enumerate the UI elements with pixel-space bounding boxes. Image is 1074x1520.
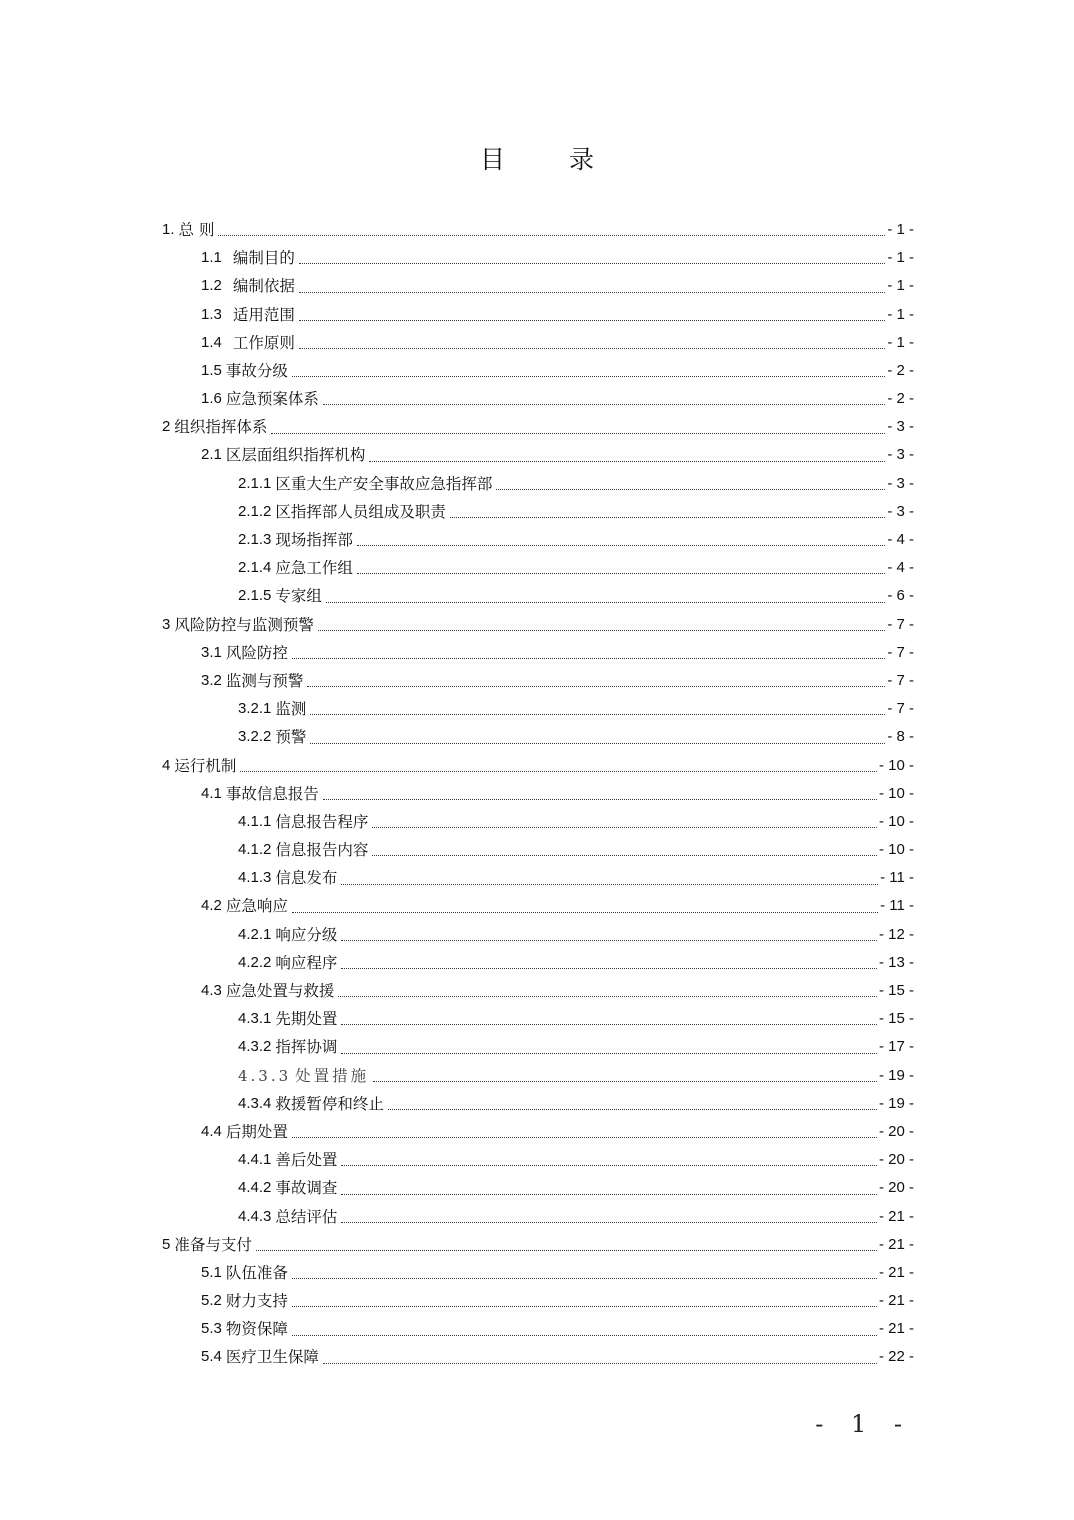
toc-dot-leader xyxy=(357,572,885,574)
toc-dot-leader xyxy=(341,1023,877,1025)
toc-entry-page: - 17 - xyxy=(878,1038,914,1056)
toc-dot-leader xyxy=(450,516,885,518)
toc-entry-title: 事故信息报告 xyxy=(225,784,319,803)
toc-entry-page: - 6 - xyxy=(887,587,914,605)
toc-entry[interactable] xyxy=(162,301,914,329)
toc-entry-page: - 1 - xyxy=(887,220,914,238)
toc-entry-page: - 3 - xyxy=(887,474,914,492)
toc-entry-title: 风险防控 xyxy=(225,643,288,662)
toc-entry[interactable] xyxy=(162,1203,914,1231)
toc-entry-title: 监测与预警 xyxy=(225,671,304,690)
toc-dot-leader xyxy=(369,460,885,462)
toc-entry[interactable] xyxy=(162,667,914,695)
toc-entry-page: - 20 - xyxy=(878,1122,914,1140)
toc-entry[interactable] xyxy=(162,1146,914,1174)
toc-entry[interactable] xyxy=(162,836,914,864)
toc-entry-number: 4.2.1 xyxy=(238,925,272,943)
toc-entry-number: 5.1 xyxy=(201,1263,222,1281)
toc-entry-title: 响应程序 xyxy=(275,953,338,972)
toc-entry[interactable] xyxy=(162,1062,914,1090)
toc-entry-number: 4.4.3 xyxy=(238,1207,272,1225)
toc-dot-leader xyxy=(310,742,885,744)
toc-dot-leader xyxy=(323,1362,877,1364)
toc-entry-title: 区重大生产安全事故应急指挥部 xyxy=(275,474,493,493)
toc-entry-page: - 7 - xyxy=(887,671,914,689)
toc-entry-page: - 7 - xyxy=(887,615,914,633)
toc-dot-leader xyxy=(292,1136,877,1138)
toc-entry[interactable] xyxy=(162,442,914,470)
toc-dot-leader xyxy=(292,1305,877,1307)
toc-entry-title: 信息报告内容 xyxy=(275,841,369,860)
toc-entry-number: 4.4.1 xyxy=(238,1151,272,1169)
toc-entry[interactable] xyxy=(162,921,914,949)
toc-entry[interactable] xyxy=(162,1033,914,1061)
toc-entry-number: 2.1.3 xyxy=(238,531,272,549)
toc-entry[interactable] xyxy=(162,554,914,582)
toc-entry[interactable] xyxy=(162,216,914,244)
toc-entry-number: 2.1 xyxy=(201,446,222,464)
toc-entry-title: 风险防控与监测预警 xyxy=(174,615,314,634)
toc-entry[interactable] xyxy=(162,893,914,921)
toc-entry[interactable] xyxy=(162,808,914,836)
toc-entry[interactable] xyxy=(162,357,914,385)
toc-entry-page: - 3 - xyxy=(887,502,914,520)
toc-entry-page: - 1 - xyxy=(887,277,914,295)
toc-entry-title: 总 则 xyxy=(178,220,215,239)
toc-entry-title: 事故分级 xyxy=(225,361,288,380)
toc-dot-leader xyxy=(256,1249,877,1251)
toc-dot-leader xyxy=(310,713,885,715)
toc-entry-number: 4.3.1 xyxy=(238,1010,272,1028)
toc-dot-leader xyxy=(292,657,885,659)
toc-dot-leader xyxy=(341,1052,877,1054)
toc-entry-number: 4.3.2 xyxy=(238,1038,272,1056)
toc-entry[interactable] xyxy=(162,582,914,610)
toc-entry-title: 应急处置与救援 xyxy=(225,982,335,1001)
toc-entry-page: - 11 - xyxy=(880,897,914,915)
toc-entry-page: - 4 - xyxy=(887,559,914,577)
toc-entry-title: 区指挥部人员组成及职责 xyxy=(275,502,446,521)
toc-entry[interactable] xyxy=(162,611,914,639)
toc-entry-page: - 21 - xyxy=(878,1263,914,1281)
toc-entry-title: 应急预案体系 xyxy=(225,390,319,409)
toc-dot-leader xyxy=(299,291,885,293)
toc-entry[interactable] xyxy=(162,1118,914,1146)
toc-entry-page: - 7 - xyxy=(887,643,914,661)
toc-entry-page: - 15 - xyxy=(878,1010,914,1028)
toc-entry[interactable] xyxy=(162,949,914,977)
toc-dot-leader xyxy=(292,1277,877,1279)
toc-entry-title: 监测 xyxy=(275,700,307,719)
toc-dot-leader xyxy=(307,685,885,687)
toc-entry-title: 准备与支付 xyxy=(174,1235,252,1254)
toc-entry-title: 应急响应 xyxy=(225,897,288,916)
toc-entry-number: 4 xyxy=(162,756,171,774)
toc-entry-page: - 8 - xyxy=(887,728,914,746)
toc-entry[interactable] xyxy=(162,1174,914,1202)
toc-dot-leader xyxy=(341,883,878,885)
toc-entry-number: 4.1.3 xyxy=(238,869,272,887)
toc-entry-page: - 3 - xyxy=(887,418,914,436)
toc-entry-title: 运行机制 xyxy=(174,756,237,775)
toc-entry-title: 救援暂停和终止 xyxy=(275,1094,384,1113)
toc-dot-leader xyxy=(292,911,878,913)
toc-dot-leader xyxy=(496,488,885,490)
toc-entry[interactable] xyxy=(162,977,914,1005)
toc-entry-page: - 15 - xyxy=(878,982,914,1000)
toc-entry-title: 善后处置 xyxy=(275,1151,338,1170)
toc-entry-title: 现场指挥部 xyxy=(275,531,353,550)
toc-entry-title: 后期处置 xyxy=(225,1122,288,1141)
toc-entry-title: 队伍准备 xyxy=(225,1263,288,1282)
toc-entry-title: 先期处置 xyxy=(275,1010,338,1029)
toc-entry-title: 响应分级 xyxy=(275,925,338,944)
toc-dot-leader xyxy=(218,234,885,236)
toc-entry[interactable] xyxy=(162,1344,914,1372)
toc-entry-page: - 21 - xyxy=(878,1235,914,1253)
toc-entry-title: 应急工作组 xyxy=(275,559,353,578)
toc-entry[interactable] xyxy=(162,1259,914,1287)
toc-entry-number: 4.1.1 xyxy=(238,812,272,830)
toc-entry-page: - 1 - xyxy=(887,333,914,351)
toc-entry-page: - 10 - xyxy=(878,841,914,859)
toc-entry[interactable] xyxy=(162,470,914,498)
toc-entry[interactable] xyxy=(162,723,914,751)
toc-entry-number: 5 xyxy=(162,1235,171,1253)
toc-entry-number: 2.1.5 xyxy=(238,587,272,605)
toc-entry-number: 5.4 xyxy=(201,1348,222,1366)
toc-entry-number: 3 xyxy=(162,615,171,633)
toc-dot-leader xyxy=(323,798,877,800)
toc-dot-leader xyxy=(341,1193,877,1195)
toc-entry-title: 医疗卫生保障 xyxy=(225,1348,319,1367)
toc-entry-page: - 10 - xyxy=(878,756,914,774)
toc-entry-title: 编制依据 xyxy=(232,277,295,296)
toc-entry-page: - 22 - xyxy=(878,1348,914,1366)
toc-entry[interactable] xyxy=(162,1315,914,1343)
toc-entry[interactable] xyxy=(162,413,914,441)
toc-entry-title: 编制目的 xyxy=(232,249,295,268)
toc-entry-page: - 20 - xyxy=(878,1179,914,1197)
toc-entry[interactable] xyxy=(162,695,914,723)
toc-entry-title: 处置措施 xyxy=(295,1066,370,1085)
toc-entry[interactable] xyxy=(162,272,914,300)
toc-dot-leader xyxy=(338,995,877,997)
toc-entry-page: - 20 - xyxy=(878,1151,914,1169)
toc-entry-number: 5.2 xyxy=(201,1292,222,1310)
toc-entry-page: - 10 - xyxy=(878,784,914,802)
toc-entry-number: 4.3.4 xyxy=(238,1094,272,1112)
toc-entry[interactable] xyxy=(162,780,914,808)
toc-dot-leader xyxy=(292,1334,877,1336)
toc-entry[interactable] xyxy=(162,244,914,272)
toc-entry-number: 1.4 xyxy=(201,333,222,351)
toc-entry-title: 财力支持 xyxy=(225,1292,288,1311)
toc-dot-leader xyxy=(299,262,885,264)
toc-entry-number: 3.1 xyxy=(201,643,222,661)
toc-entry-page: - 2 - xyxy=(887,361,914,379)
toc-entry-page: - 7 - xyxy=(887,700,914,718)
page-title: 目 录 xyxy=(480,145,622,174)
toc-entry-number: 1.6 xyxy=(201,390,222,408)
toc-entry-number: 1.5 xyxy=(201,361,222,379)
toc-entry-title: 指挥协调 xyxy=(275,1038,338,1057)
toc-entry-number: 2.1.2 xyxy=(238,502,272,520)
toc-entry-number: 1.1 xyxy=(201,249,222,267)
toc-entry[interactable] xyxy=(162,1287,914,1315)
toc-dot-leader xyxy=(299,319,885,321)
toc-dot-leader xyxy=(341,1221,877,1223)
toc-entry-number: 4.2.2 xyxy=(238,953,272,971)
toc-entry-number: 4.3 xyxy=(201,982,222,1000)
toc-entry-title: 组织指挥体系 xyxy=(174,418,268,437)
toc-entry-number: 4.4.2 xyxy=(238,1179,272,1197)
toc-dot-leader xyxy=(240,770,877,772)
toc-entry-number: 3.2.1 xyxy=(238,700,272,718)
toc-entry[interactable] xyxy=(162,526,914,554)
toc-entry-page: - 13 - xyxy=(878,953,914,971)
toc-entry-page: - 11 - xyxy=(880,869,914,887)
toc-dot-leader xyxy=(372,854,877,856)
toc-dot-leader xyxy=(326,601,885,603)
toc-entry-page: - 1 - xyxy=(887,305,914,323)
toc-dot-leader xyxy=(341,1164,877,1166)
toc-entry-number: 2.1.4 xyxy=(238,559,272,577)
toc-dot-leader xyxy=(292,375,885,377)
toc-entry-title: 事故调查 xyxy=(275,1179,338,1198)
toc-entry-number: 1.2 xyxy=(201,277,222,295)
toc-entry[interactable] xyxy=(162,1231,914,1259)
toc-entry-number: 4.3.3 xyxy=(238,1066,292,1085)
toc-entry-title: 信息发布 xyxy=(275,869,338,888)
toc-dot-leader xyxy=(372,826,877,828)
toc-entry-page: - 12 - xyxy=(878,925,914,943)
toc-entry-title: 物资保障 xyxy=(225,1320,288,1339)
toc-entry-title: 总结评估 xyxy=(275,1207,338,1226)
toc-dot-leader xyxy=(388,1108,877,1110)
toc-entry[interactable] xyxy=(162,498,914,526)
toc-entry-page: - 1 - xyxy=(887,249,914,267)
toc-entry-number: 1. xyxy=(162,220,175,238)
toc-entry-number: 4.1.2 xyxy=(238,841,272,859)
toc-entry-number: 4.4 xyxy=(201,1122,222,1140)
toc-entry-page: - 2 - xyxy=(887,390,914,408)
toc-entry-title: 工作原则 xyxy=(232,333,295,352)
toc-entry-title: 专家组 xyxy=(275,587,322,606)
toc-entry-page: - 19 - xyxy=(878,1094,914,1112)
toc-entry-title: 信息报告程序 xyxy=(275,812,369,831)
page-number: - 1 - xyxy=(815,1410,912,1438)
toc-entry-page: - 21 - xyxy=(878,1292,914,1310)
toc-entry-title: 区层面组织指挥机构 xyxy=(225,446,366,465)
toc-entry-page: - 19 - xyxy=(878,1066,914,1084)
toc-entry-page: - 21 - xyxy=(878,1207,914,1225)
toc-entry-number: 4.2 xyxy=(201,897,222,915)
toc-dot-leader xyxy=(323,403,885,405)
toc-entry-title: 适用范围 xyxy=(232,305,295,324)
toc-entry[interactable] xyxy=(162,752,914,780)
toc-entry-number: 4.1 xyxy=(201,784,222,802)
toc-dot-leader xyxy=(373,1080,877,1082)
toc-entry[interactable] xyxy=(162,639,914,667)
toc-entry-number: 3.2.2 xyxy=(238,728,272,746)
toc-entry[interactable] xyxy=(162,1005,914,1033)
toc-entry-page: - 3 - xyxy=(887,446,914,464)
toc-entry-page: - 4 - xyxy=(887,531,914,549)
toc-dot-leader xyxy=(341,967,877,969)
toc-dot-leader xyxy=(318,629,885,631)
toc-entry-number: 2.1.1 xyxy=(238,474,272,492)
toc-dot-leader xyxy=(299,347,885,349)
toc-entry[interactable] xyxy=(162,864,914,892)
table-of-contents xyxy=(162,216,914,1372)
toc-entry-title: 预警 xyxy=(275,728,307,747)
toc-entry[interactable] xyxy=(162,1090,914,1118)
toc-entry-number: 3.2 xyxy=(201,671,222,689)
toc-entry-number: 5.3 xyxy=(201,1320,222,1338)
toc-entry-page: - 21 - xyxy=(878,1320,914,1338)
toc-entry-number: 1.3 xyxy=(201,305,222,323)
toc-dot-leader xyxy=(357,544,885,546)
toc-entry[interactable] xyxy=(162,329,914,357)
toc-dot-leader xyxy=(271,432,885,434)
toc-entry[interactable] xyxy=(162,385,914,413)
toc-entry-page: - 10 - xyxy=(878,812,914,830)
toc-dot-leader xyxy=(341,939,877,941)
toc-entry-number: 2 xyxy=(162,418,171,436)
